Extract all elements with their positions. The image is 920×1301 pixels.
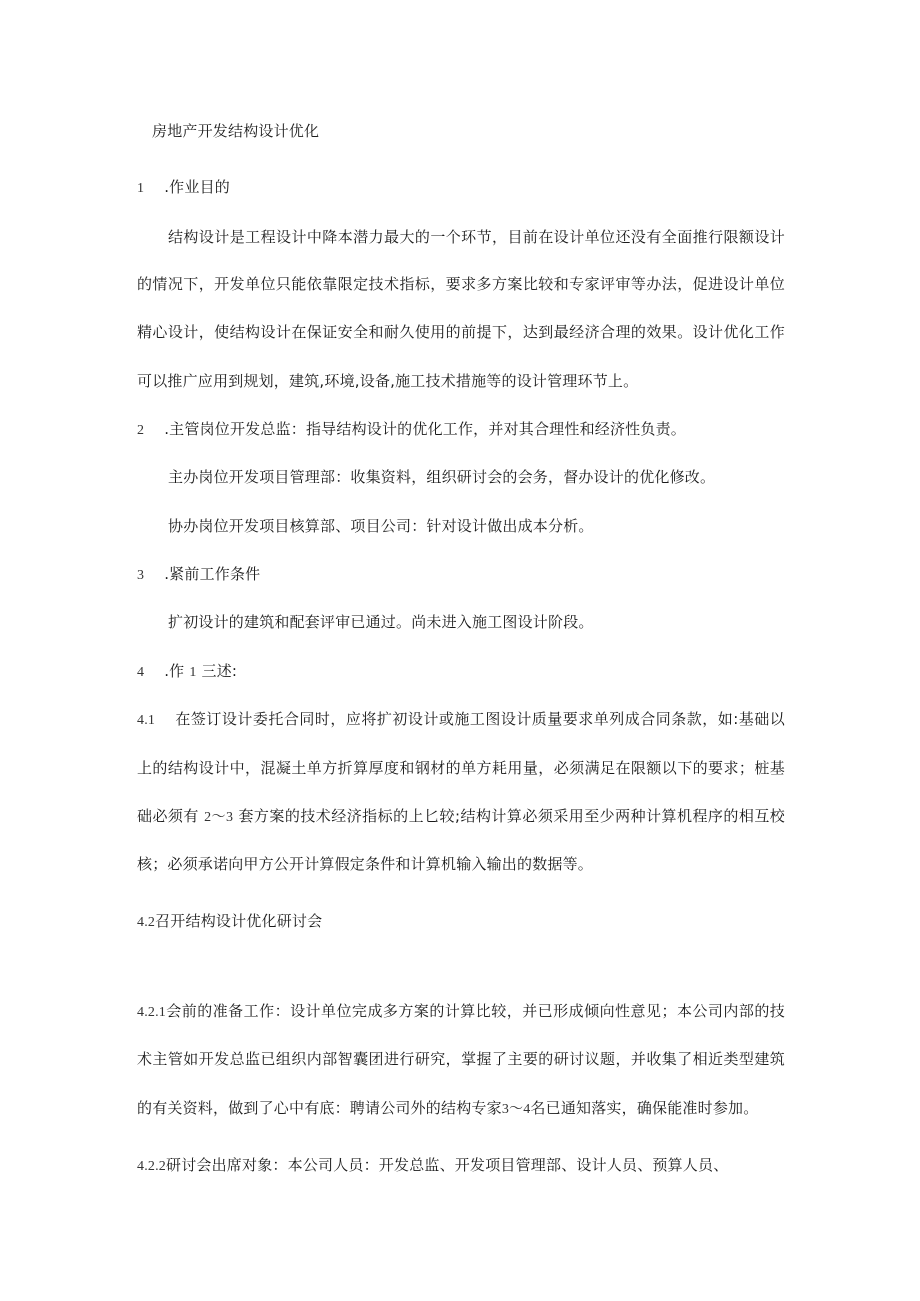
- section-4-2-1-line-1: [137, 1000, 785, 1024]
- section-2-assist-role: 协办岗位开发项目核算部、项目公司：针对设计做出成本分析。: [168, 517, 594, 535]
- document-title: 房地产开发结构设计优化: [152, 122, 320, 140]
- section-4-1-line-1: [137, 708, 785, 732]
- section-4-heading: [137, 660, 237, 684]
- section-heading-pre: .作: [164, 662, 185, 680]
- section-2-lead-role: 主办岗位开发项目管理部：收集资料，组织研讨会的会务，督办设计的优化修改。: [168, 468, 716, 486]
- section-number: 4: [137, 665, 145, 680]
- section-4-1-text: 套方案的技术经济指标的上匕较;结构计算必须采用至少两种计算机程序的相互校: [238, 807, 785, 825]
- paragraph-1-line-3: 精心设计，使结构设计在保证安全和耐久使用的前提下，达到最经济合理的效果。设计优化工作: [137, 323, 785, 341]
- section-number: 1: [137, 181, 145, 196]
- paragraph-1-line-4: 可以推广应用到规划，建筑,环境,设备,施工技术措施等的设计管理环节上。: [137, 372, 639, 390]
- section-2-line: [137, 418, 686, 442]
- section-4-1-text: 础必须有: [137, 807, 199, 825]
- subsection-number: 4.2.1: [137, 1005, 166, 1020]
- section-4-1-text: 在签订设计委托合同时，应将扩初设计或施工图设计质量要求单列成合同条款，如:基础以: [175, 710, 785, 728]
- section-4-2-1-text: 的有关资料，做到了心中有底：聘请公司外的结构专家: [137, 1099, 502, 1117]
- section-4-2-1-line-3: [137, 1097, 758, 1121]
- section-1-heading: [137, 176, 230, 200]
- section-heading-text: .作业目的: [164, 178, 230, 196]
- section-4-2-1-text: 名已通知落实，确保能准时参加。: [530, 1099, 759, 1117]
- section-heading-post: 三述:: [201, 662, 238, 680]
- section-4-2-1-line-2: 术主管如开发总监已组织内部智囊团进行研究，掌握了主要的研讨议题，并收集了相近类型建筑: [137, 1050, 785, 1068]
- section-3-paragraph: 扩初设计的建筑和配套评审已通过。尚未进入施工图设计阶段。: [168, 613, 594, 631]
- section-4-2-2-line: [137, 1154, 728, 1178]
- section-3-heading: [137, 563, 260, 587]
- scheme-count: 2～3: [204, 810, 234, 825]
- paragraph-1-line-1: 结构设计是工程设计中降本潜力最大的一个环节，目前在设计单位还没有全面推行限额设计: [168, 228, 785, 246]
- section-number: 3: [137, 568, 145, 583]
- subsection-number: 4.2.2: [137, 1159, 166, 1174]
- section-number: 2: [137, 423, 145, 438]
- section-heading-digit: 1: [189, 665, 197, 680]
- section-4-2-2-text: 研讨会出席对象：本公司人员：开发总监、开发项目管理部、设计人员、预算人员、: [166, 1156, 729, 1174]
- section-4-1-line-2: 上的结构设计中，混凝土单方折算厚度和钢材的单方耗用量，必须满足在限额以下的要求；桩基: [137, 759, 785, 777]
- section-2-text: .主管岗位开发总监：指导结构设计的优化工作，并对其合理性和经济性负责。: [164, 420, 686, 438]
- paragraph-1-line-2: 的情况下，开发单位只能依靠限定技术指标，要求多方案比较和专家评审等办法，促进设计单位: [137, 275, 785, 293]
- section-4-1-line-3: [137, 805, 785, 829]
- subsection-number: 4.2: [137, 915, 156, 930]
- section-4-2-1-text: 会前的准备工作：设计单位完成多方案的计算比较，并已形成倾向性意见；本公司内部的技: [166, 1002, 785, 1020]
- subsection-number: 4.1: [137, 713, 156, 728]
- section-4-1-line-4: 核；必须承诺向甲方公开计算假定条件和计算机输入输出的数据等。: [137, 855, 594, 873]
- section-heading-text: 召开结构设计优化研讨会: [155, 912, 323, 930]
- section-heading-text: .紧前工作条件: [164, 565, 261, 583]
- section-4-2-heading: [137, 910, 322, 934]
- expert-count: 3～4: [501, 1102, 531, 1117]
